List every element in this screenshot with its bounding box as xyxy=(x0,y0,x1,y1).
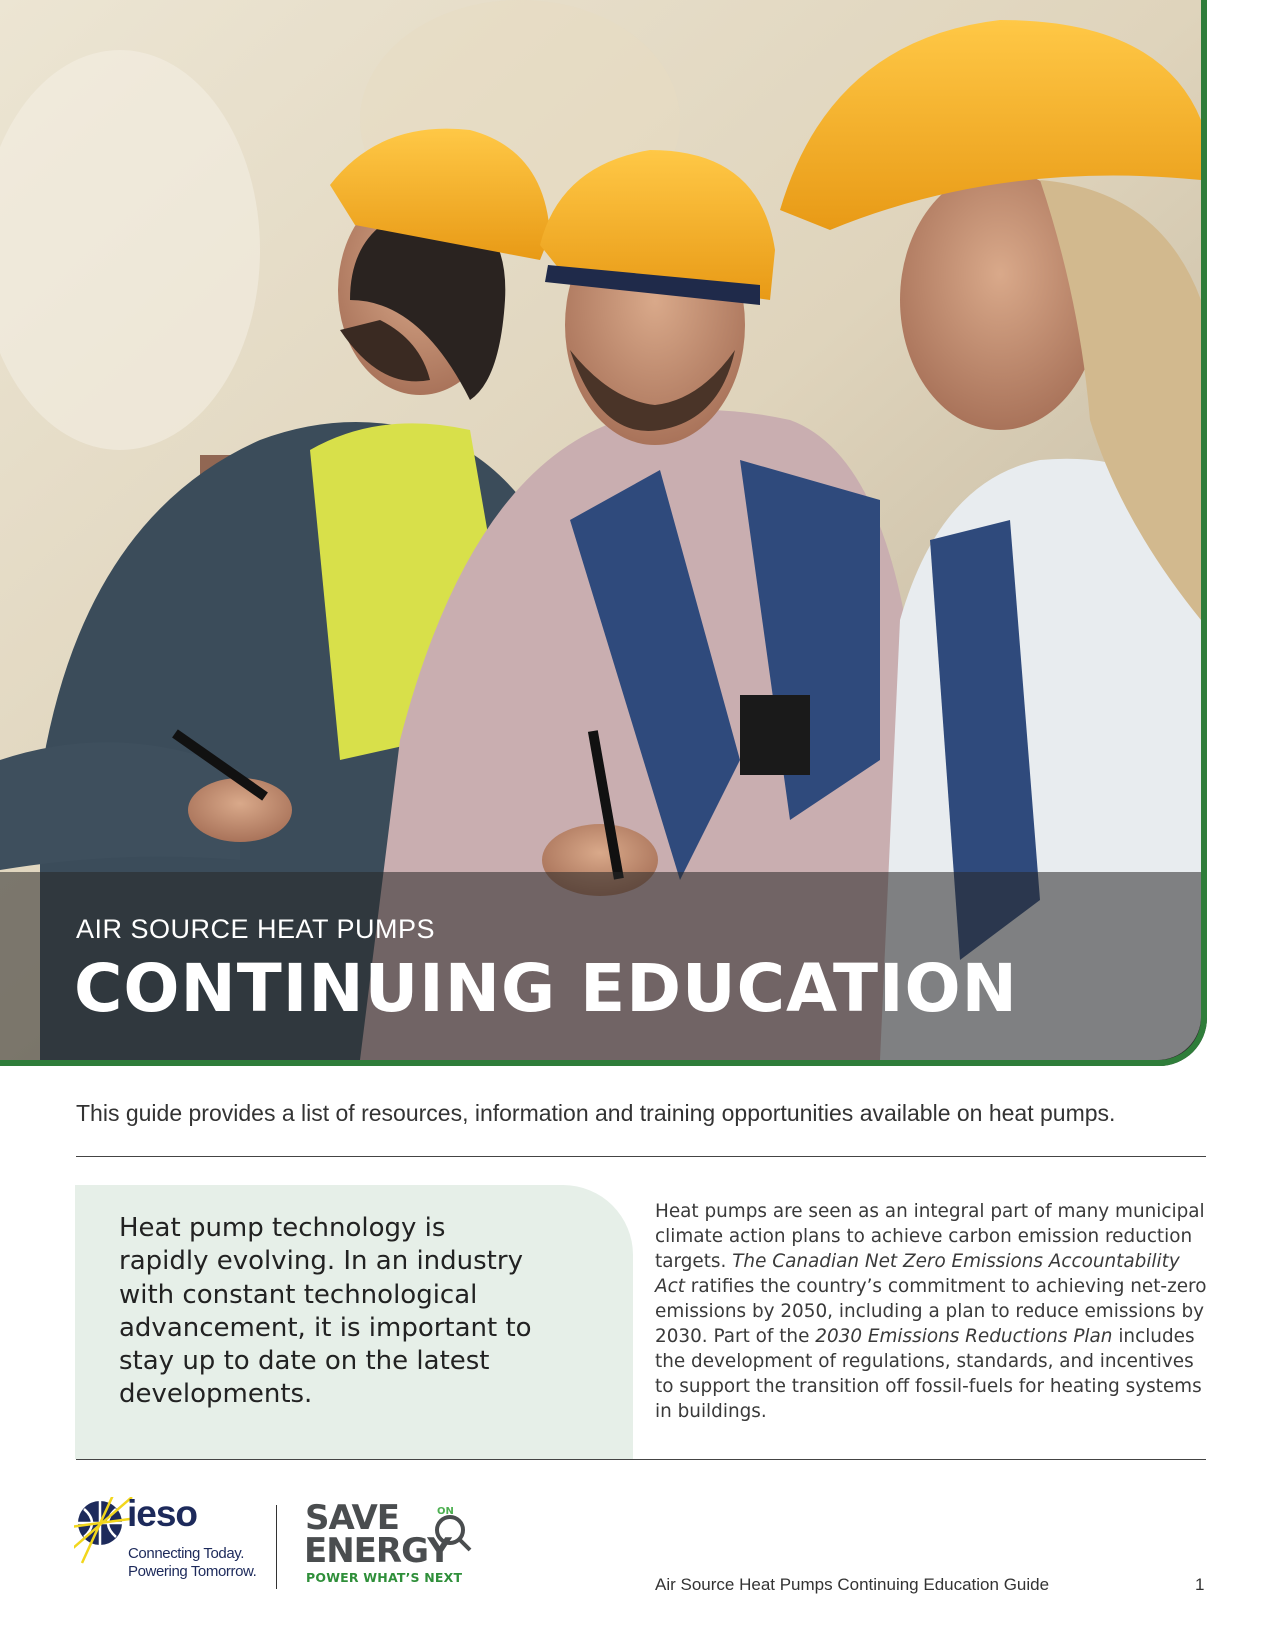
divider-bottom xyxy=(76,1459,1206,1460)
soe-save-word: SAVE xyxy=(305,1498,400,1538)
hero-title: CONTINUING EDUCATION xyxy=(74,950,1018,1027)
divider-top xyxy=(76,1156,1206,1157)
page-number: 1 xyxy=(1195,1575,1205,1594)
logo-divider xyxy=(276,1505,277,1589)
soe-on-word: ON xyxy=(437,1506,454,1517)
body-part-2: ratifies the country’s commitment to achieving net-zero emissions by 2050, including a plan to reduce emissions by 2030. Part of the xyxy=(655,1276,1207,1347)
ieso-tagline-line-1: Connecting Today. xyxy=(128,1545,245,1562)
hero-kicker: AIR SOURCE HEAT PUMPS xyxy=(76,914,436,944)
body-part-1: Heat pumps are seen as an integral part of many municipal climate action plans to achieve carbon emission reduction targets. xyxy=(655,1201,1205,1272)
body-italic-plan: 2030 Emissions Reductions Plan xyxy=(815,1326,1113,1347)
callout-text: Heat pump technology is rapidly evolving. In an industry with constant technological advancement, it is important to stay up to date on the latest developments. xyxy=(119,1213,532,1410)
footer-title: Air Source Heat Pumps Continuing Education Guide xyxy=(655,1575,1050,1594)
ieso-tagline-line-2: Powering Tomorrow. xyxy=(128,1563,257,1580)
intro-text: This guide provides a list of resources, information and training opportunities available on heat pumps. xyxy=(76,1100,1116,1126)
ieso-wordmark: ieso xyxy=(127,1493,198,1534)
ieso-tagline xyxy=(128,1545,256,1581)
body-paragraph xyxy=(655,1199,1215,1424)
soe-energy-word: ENERGY xyxy=(304,1531,451,1571)
body-italic-act: The Canadian Net Zero Emissions Accountability Act xyxy=(655,1251,1180,1297)
soe-tagline: POWER WHAT’S NEXT xyxy=(306,1570,463,1585)
body-part-3: includes the development of regulations, standards, and incentives to support the transition off fossil-fuels for heating systems in buildings. xyxy=(655,1326,1202,1422)
